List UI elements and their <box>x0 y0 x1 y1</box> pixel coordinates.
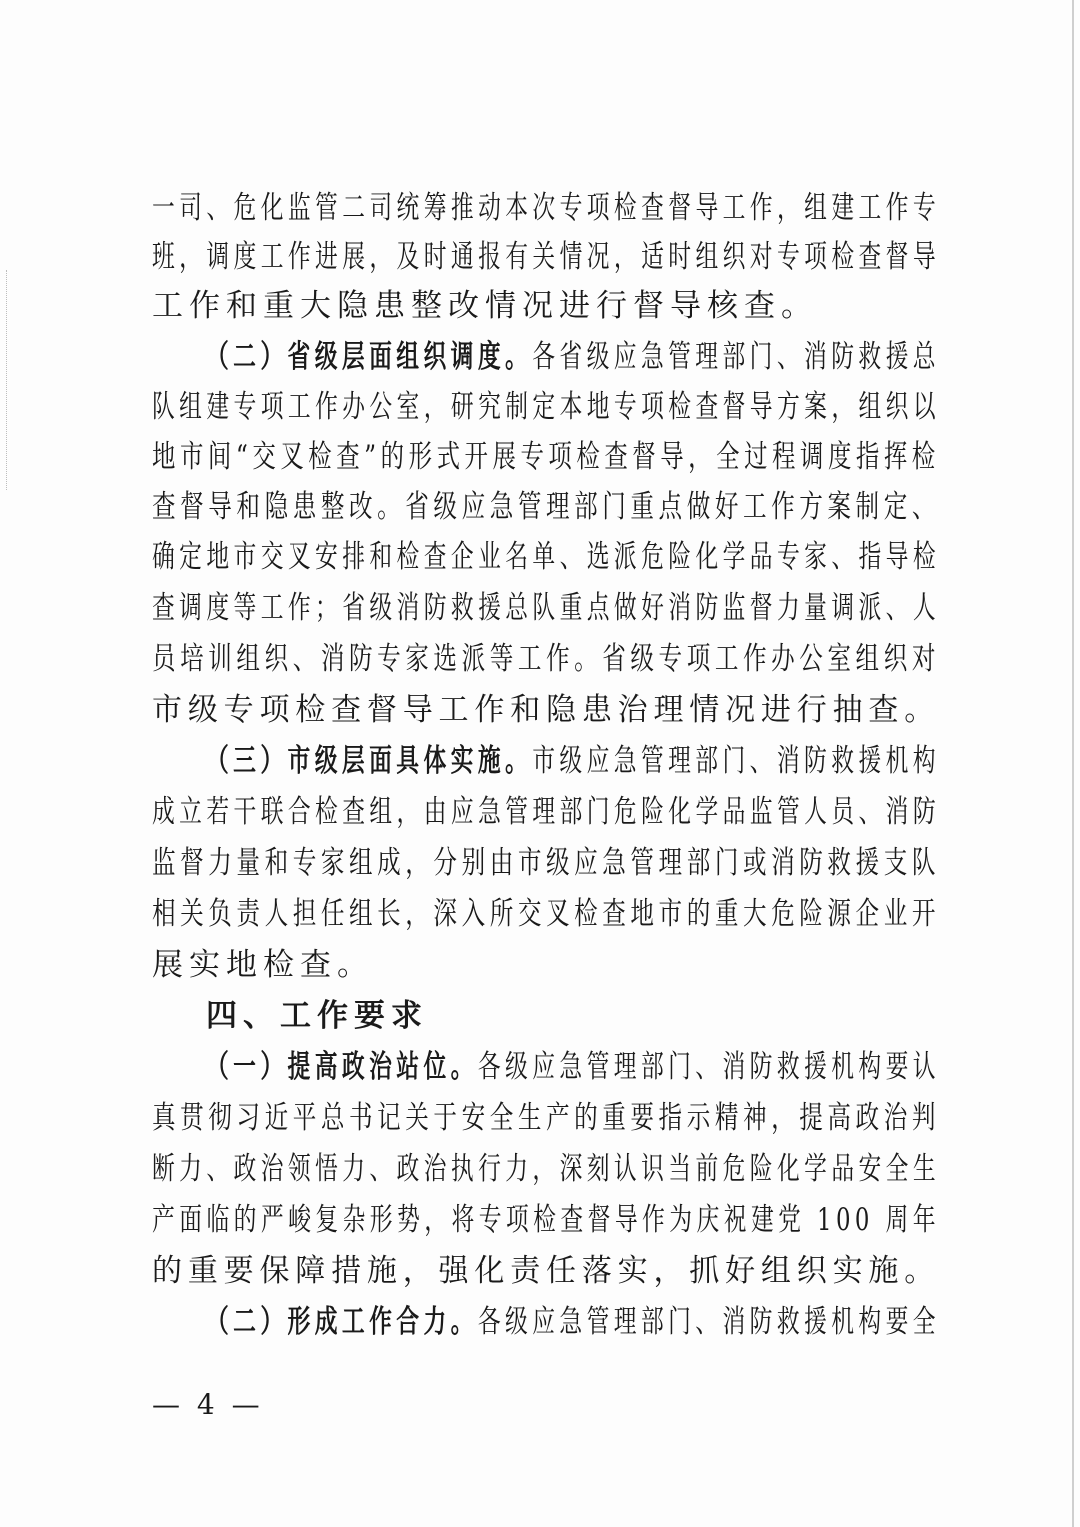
scan-edge-line <box>1072 0 1074 1527</box>
body-text: 查调度等工作；省级消防救援总队重点做好消防监督力量调派、人 <box>152 590 941 626</box>
body-text: 相关负责人担任组长，深入所交叉检查地市的重大危险源企业开 <box>152 896 940 932</box>
body-line-10 <box>152 639 940 679</box>
paragraph-2-2-start <box>206 337 940 377</box>
body-line-11 <box>152 690 940 730</box>
body-line-7 <box>152 487 940 527</box>
body-line-20 <box>152 1149 940 1189</box>
body-text: 各级应急管理部门、消防救援机构要全 <box>477 1304 940 1340</box>
body-text: 市级应急管理部门、消防救援机构 <box>532 743 940 779</box>
section-heading <box>206 996 428 1036</box>
body-line-6 <box>152 437 940 477</box>
body-line-21 <box>152 1200 940 1240</box>
paragraph-4-2-start <box>206 1302 940 1342</box>
body-line-16 <box>152 945 374 985</box>
body-line-13 <box>152 792 940 832</box>
body-line-19 <box>152 1098 940 1138</box>
body-text: 确定地市交叉安排和检查企业名单、选派危险化学品专家、指导检 <box>152 539 941 575</box>
body-line-8 <box>152 537 940 577</box>
body-text: 产面临的严峻复杂形势，将专项检查督导作为庆祝建党 100 周年 <box>152 1202 940 1238</box>
body-line-14 <box>152 843 940 883</box>
body-line-9 <box>152 588 940 628</box>
body-text: 的重要保障措施，强化责任落实，抓好组织实施。 <box>152 1253 941 1289</box>
body-text: 地市间“交叉检查”的形式开展专项检查督导，全过程调度指挥检 <box>152 439 940 475</box>
body-text: 一司、危化监管二司统筹推动本次专项检查督导工作，组建工作专 <box>152 190 941 226</box>
body-text: 队组建专项工作办公室，研究制定本地专项检查督导方案，组织以 <box>152 389 941 425</box>
body-text: 查督导和隐患整改。省级应急管理部门重点做好工作方案制定、 <box>152 489 940 525</box>
paragraph-2-3-start <box>206 741 940 781</box>
page-number: — 4 — <box>152 1388 264 1421</box>
body-text: 市级专项检查督导工作和隐患治理情况进行抽查。 <box>152 692 941 728</box>
body-line-22 <box>152 1251 940 1291</box>
paragraph-lead: （二）形成工作合力。 <box>206 1304 478 1340</box>
body-line-2 <box>152 237 940 277</box>
body-text: 工作和重大隐患整改情况进行督导核查。 <box>152 288 818 324</box>
body-line-3 <box>152 286 818 326</box>
body-line-1 <box>152 188 940 228</box>
body-text: 成立若干联合检查组，由应急管理部门危险化学品监管人员、消防 <box>152 794 941 830</box>
body-text: 班，调度工作进展，及时通报有关情况，适时组织对专项检查督导 <box>152 239 941 275</box>
body-text: 各省级应急管理部门、消防救援总 <box>532 339 940 375</box>
body-line-5 <box>152 387 940 427</box>
body-text: 员培训组织、消防专家选派等工作。省级专项工作办公室组织对 <box>152 641 940 677</box>
body-text: 监督力量和专家组成，分别由市级应急管理部门或消防救援支队 <box>152 845 940 881</box>
paragraph-lead: （二）省级层面组织调度。 <box>206 339 533 375</box>
paragraph-lead: （一）提高政治站位。 <box>206 1049 478 1085</box>
paragraph-lead: （三）市级层面具体实施。 <box>206 743 533 779</box>
body-text: 断力、政治领悟力、政治执行力，深刻认识当前危险化学品安全生 <box>152 1151 941 1187</box>
section-heading-text: 四、工作要求 <box>206 998 428 1034</box>
body-text: 展实地检查。 <box>152 947 374 983</box>
paragraph-4-1-start <box>206 1047 940 1087</box>
body-line-15 <box>152 894 940 934</box>
body-text: 真贯彻习近平总书记关于安全生产的重要指示精神，提高政治判 <box>152 1100 940 1136</box>
body-text: 各级应急管理部门、消防救援机构要认 <box>477 1049 940 1085</box>
scan-margin-dots <box>6 270 8 490</box>
